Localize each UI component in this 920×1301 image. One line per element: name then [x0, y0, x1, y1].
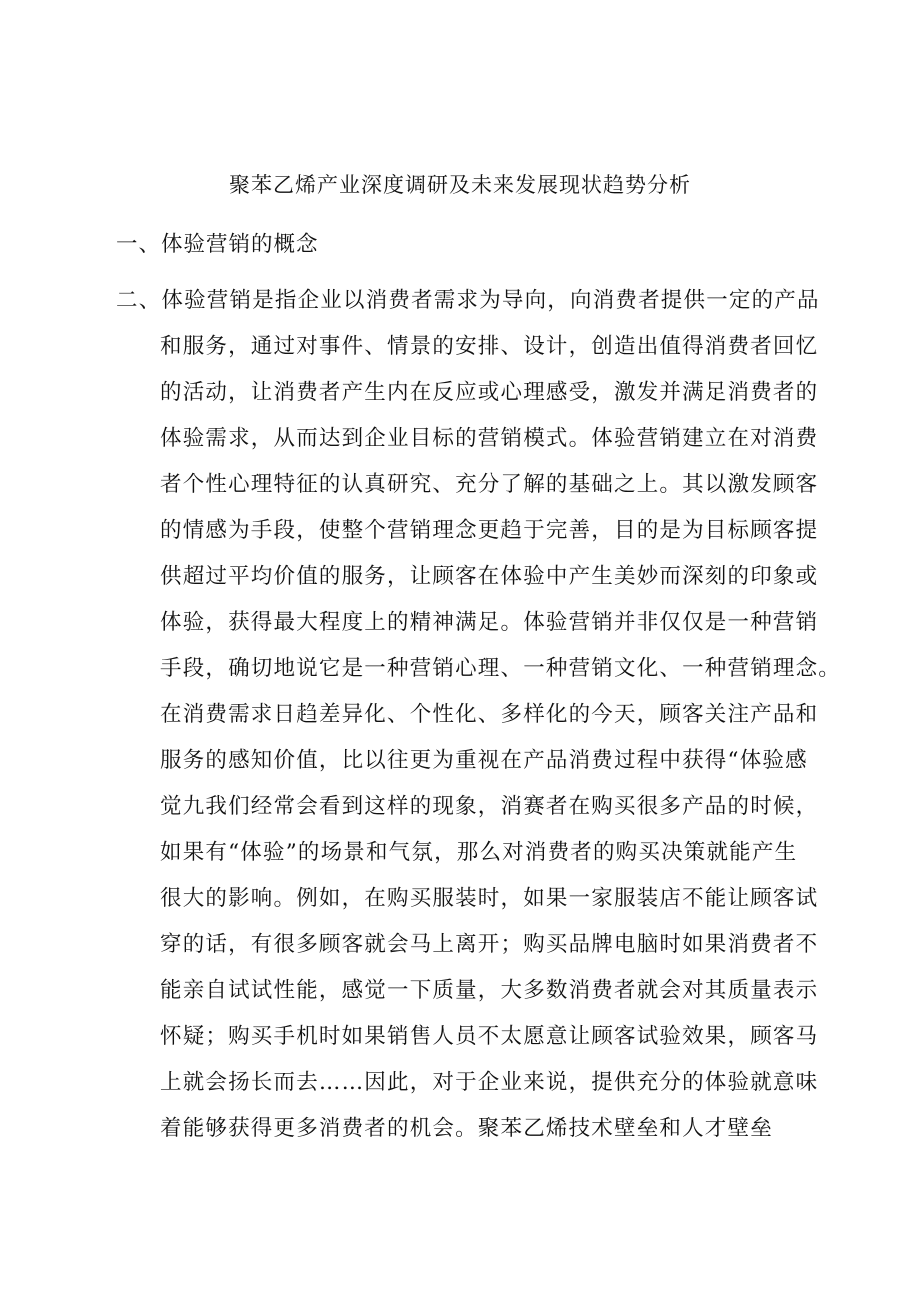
paragraph-line: 穿的话，有很多顾客就会马上离开；购买品牌电脑时如果消费者不 [160, 932, 819, 957]
paragraph-line: 很大的影响。例如，在购买服装时，如果一家服装店不能让顾客试 [160, 886, 819, 911]
paragraph-line: 上就会扬长而去……因此，对于企业来说，提供充分的体验就意味 [160, 1070, 819, 1095]
paragraph-line: 二、体验营销是指企业以消费者需求为导向，向消费者提供一定的产品 [116, 288, 820, 313]
paragraph-line: 的情感为手段，使整个营销理念更趋于完善，目的是为目标顾客提 [160, 518, 819, 543]
paragraph-line: 服务的感知价值，比以往更为重视在产品消费过程中获得“体验感 [160, 748, 808, 773]
paragraph-line: 体验，获得最大程度上的精神满足。体验营销并非仅仅是一种营销 [160, 610, 819, 635]
paragraph-line: 者个性心理特征的认真研究、充分了解的基础之上。其以激发顾客 [160, 472, 819, 497]
paragraph-line: 觉九我们经常会看到这样的现象，消赛者在购买很多产品的时候， [160, 794, 819, 819]
paragraph-line: 如果有“体验”的场景和气氛，那么对消费者的购买决策就能产生 [160, 840, 798, 865]
paragraph-line: 体验需求，从而达到企业目标的营销模式。体验营销建立在对消费 [160, 426, 819, 451]
paragraph-line: 怀疑；购买手机时如果销售人员不太愿意让顾客试验效果，顾客马 [160, 1024, 819, 1049]
paragraph-line: 着能够获得更多消费者的机会。聚苯乙烯技术壁垒和人才壁垒 [160, 1116, 773, 1141]
paragraph-line: 在消费需求日趋差异化、个性化、多样化的今天，顾客关注产品和 [160, 702, 819, 727]
paragraph-line: 能亲自试试性能，感觉一下质量，大多数消费者就会对其质量表示 [160, 978, 819, 1003]
paragraph-line: 供超过平均价值的服务，让顾客在体验中产生美妙而深刻的印象或 [160, 564, 819, 589]
paragraph-line: 手段，确切地说它是一种营销心理、一种营销文化、一种营销理念。 [160, 656, 842, 681]
paragraph-line: 和服务，通过对事件、情景的安排、设计，创造出值得消费者回忆 [160, 334, 819, 359]
paragraph-line: 的活动，让消费者产生内在反应或心理感受，激发并满足消费者的 [160, 380, 819, 405]
body-paragraph [116, 284, 876, 1158]
section-heading-1: 一、体验营销的概念 [116, 232, 319, 257]
document-title: 聚苯乙烯产业深度调研及未来发展现状趋势分析 [229, 173, 691, 197]
